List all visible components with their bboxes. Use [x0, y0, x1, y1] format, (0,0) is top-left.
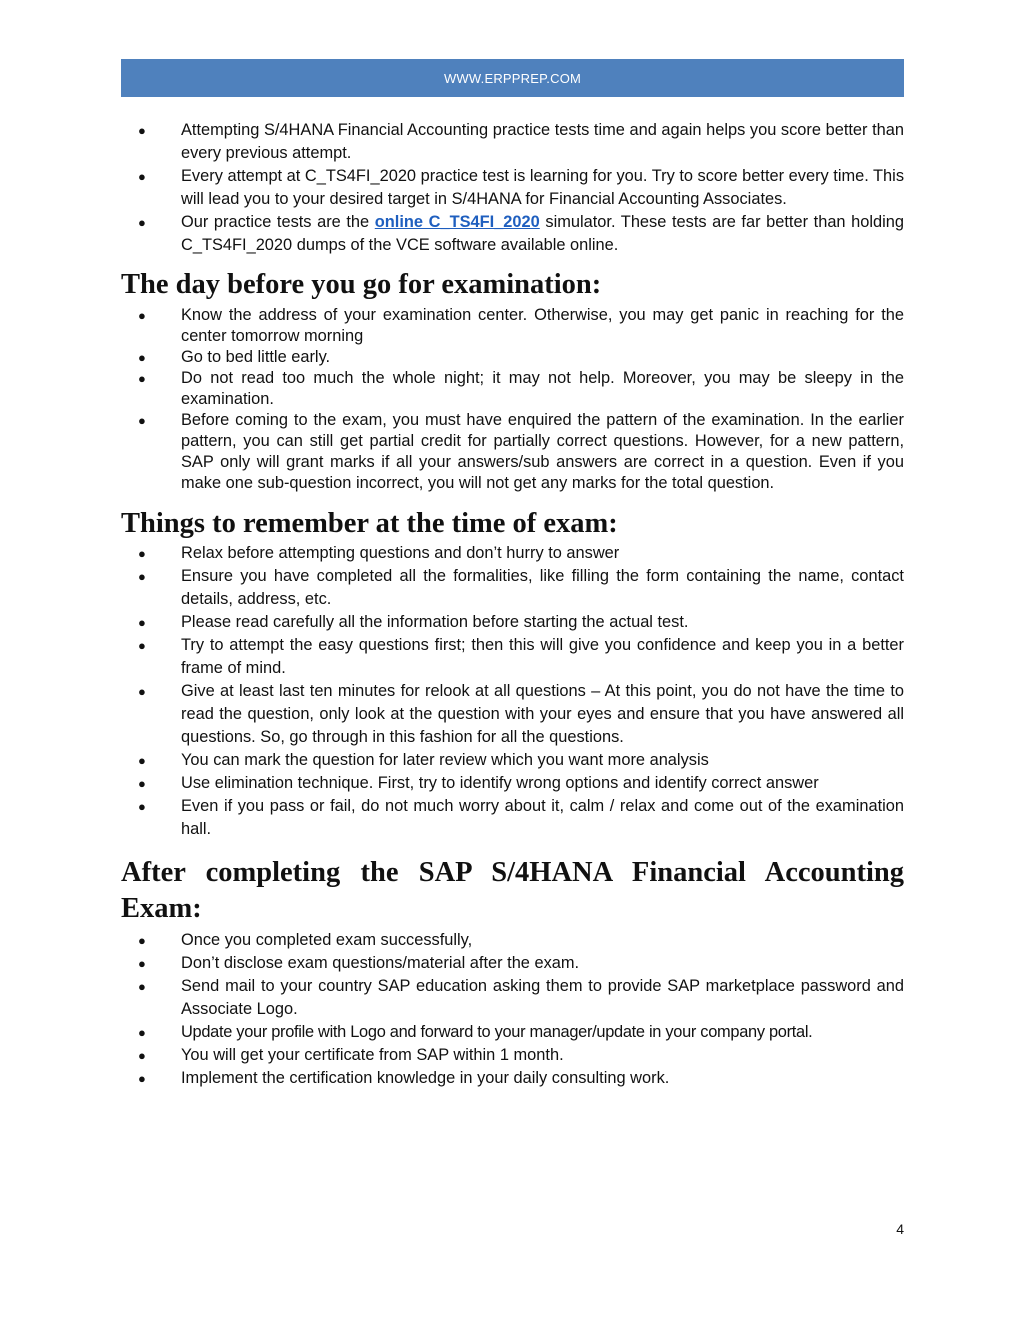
list-item: ● Implement the certification knowledge in your daily consulting work. [121, 1067, 904, 1090]
list-item: ● Attempting S/4HANA Financial Accounting practice tests time and again helps you score better than every previous attempt. [138, 121, 904, 162]
section-title-after-exam: After completing the SAP S/4HANA Financial Accounting Exam: [121, 857, 904, 924]
list-item: ● Do not read too much the whole night; it may not help. Moreover, you may be sleepy in the examination. [138, 369, 904, 408]
bullet-icon: ● [138, 753, 146, 768]
bullet-icon: ● [138, 979, 146, 994]
bullet-icon: ● [138, 1048, 146, 1063]
bullet-icon: ● [138, 413, 146, 428]
list-item: ● Give at least last ten minutes for relook at all questions – At this point, you do not have the time to read the question, only look at the question with your eyes and ensure that you have answered all questions. So, go through in this fashion for all the questions. [138, 682, 904, 746]
bullet-icon: ● [138, 1071, 146, 1086]
online-simulator-link[interactable]: online C_TS4FI_2020 [374, 213, 540, 231]
list-item: ● Once you completed exam successfully, [121, 929, 904, 952]
bullet-icon: ● [138, 615, 146, 630]
bullet-icon: ● [138, 350, 146, 365]
bullet-icon: ● [138, 215, 146, 230]
page-number: 4 [896, 1221, 904, 1237]
bullet-icon: ● [138, 308, 146, 323]
list-item: ● You can mark the question for later review which you want more analysis [121, 749, 904, 772]
list-item: ● Know the address of your examination center. Otherwise, you may get panic in reaching for the center tomorrow morning [138, 306, 904, 345]
bullet-icon: ● [138, 569, 146, 584]
list-item: ● Don’t disclose exam questions/material after the exam. [121, 952, 904, 975]
bullet-icon: ● [138, 546, 146, 561]
after-exam-list [121, 929, 904, 1090]
list-item: ● Our practice tests are the online C_TS4FI_2020 simulator. These tests are far better than holding C_TS4FI_2020 dumps of the VCE software available online. [138, 213, 905, 254]
list-item: ● Update your profile with Logo and forward to your manager/update in your company portal. [121, 1021, 904, 1044]
bullet-icon: ● [138, 684, 146, 699]
intro-list [121, 119, 904, 257]
bullet-icon: ● [138, 1025, 146, 1040]
list-item: ● Please read carefully all the information before starting the actual test. [121, 611, 904, 634]
list-item: ● Go to bed little early. [138, 348, 331, 366]
header-band [121, 59, 904, 97]
bullet-icon: ● [138, 956, 146, 971]
list-item: ● Every attempt at C_TS4FI_2020 practice test is learning for you. Try to score better every time. This will lead you to your desired target in S/4HANA for Financial Accounting Associates. [138, 167, 905, 208]
list-item: ● Use elimination technique. First, try to identify wrong options and identify correct answer [121, 772, 904, 795]
list-item: ● Try to attempt the easy questions first; then this will give you confidence and keep you in a better frame of mind. [138, 636, 904, 677]
site-url: WWW.ERPPREP.COM [443, 70, 582, 86]
list-item: ● Ensure you have completed all the formalities, like filling the form containing the name, contact details, address, etc. [138, 567, 904, 608]
page-content [121, 119, 904, 1090]
list-item: ● Even if you pass or fail, do not much worry about it, calm / relax and come out of the examination hall. [138, 797, 904, 838]
exam-time-list [121, 542, 904, 841]
bullet-icon: ● [138, 638, 146, 653]
section-title-day-before: The day before you go for examination: [121, 269, 602, 300]
bullet-icon: ● [138, 169, 146, 184]
bullet-icon: ● [138, 123, 146, 138]
list-item: ● Send mail to your country SAP education asking them to provide SAP marketplace password and Associate Logo. [138, 977, 904, 1018]
list-item: ● Relax before attempting questions and don’t hurry to answer [121, 542, 904, 565]
bullet-icon: ● [138, 371, 146, 386]
bullet-icon: ● [138, 933, 146, 948]
day-before-list [121, 305, 904, 494]
bullet-icon: ● [138, 799, 146, 814]
section-title-exam-time: Things to remember at the time of exam: [121, 508, 618, 539]
list-item: ● Before coming to the exam, you must have enquired the pattern of the examination. In the earlier pattern, you can still get partial credit for partially correct questions. However, for a new pattern, SAP only will grant marks if all your answers/sub answers are correct in a question. Even if you make one sub-question incorrect, you will not get any marks for the total question. [138, 411, 904, 492]
bullet-icon: ● [138, 776, 146, 791]
list-item: ● You will get your certificate from SAP within 1 month. [121, 1044, 904, 1067]
